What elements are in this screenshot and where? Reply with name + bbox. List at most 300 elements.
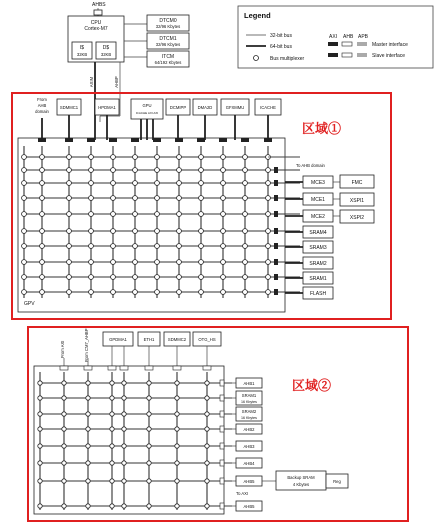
- bus-mux-node: [38, 381, 42, 385]
- bus-mux-node: [243, 260, 248, 265]
- bus-mux-node: [266, 196, 271, 201]
- bus-mux-node: [243, 244, 248, 249]
- dcache-size: 32KB: [100, 52, 112, 57]
- bus-mux-node: [177, 244, 182, 249]
- bus-mux-node: [177, 229, 182, 234]
- bus-mux-node: [155, 155, 160, 160]
- bus-mux-node: [199, 196, 204, 201]
- bus-mux-node: [86, 381, 90, 385]
- bus-mux-node: [122, 412, 126, 416]
- bus-mux-node: [177, 181, 182, 186]
- bus-mux-node: [175, 479, 179, 483]
- bus-mux-node: [205, 396, 209, 400]
- bus-mux-node: [89, 155, 94, 160]
- ahbs-label: AHBS: [92, 2, 106, 8]
- slave-port-r1: [274, 274, 278, 280]
- master-port-r2: [84, 366, 92, 370]
- bus-mux-node: [111, 229, 116, 234]
- bus-mux-node: [155, 229, 160, 234]
- ext-xspi2-label: XSPI2: [349, 215, 365, 221]
- master-port-r1: [153, 138, 161, 142]
- bus-mux-node: [221, 260, 226, 265]
- legend-apb-slave: [357, 53, 367, 57]
- slave-r2-label: AHB4: [243, 461, 255, 466]
- bus-mux-node: [177, 290, 182, 295]
- bus-mux-node: [89, 212, 94, 217]
- bus-mux-node: [155, 212, 160, 217]
- master-port-r1: [87, 138, 95, 142]
- master-otghs-label: OTG_HS: [198, 337, 216, 342]
- bus-mux-node: [133, 244, 138, 249]
- bus-mux-node: [133, 196, 138, 201]
- bus-mux-node: [133, 290, 138, 295]
- bus-mux-node: [38, 461, 42, 465]
- tcm-blocks: [124, 15, 189, 67]
- bus-mux-node: [175, 427, 179, 431]
- bus-mux-node: [221, 290, 226, 295]
- cpu-title: CPU: [90, 20, 102, 26]
- legend-col-axi: AXI: [329, 34, 338, 40]
- slave-r2-label: SRAM2: [241, 409, 257, 414]
- legend-64bit: 64-bit bus: [270, 44, 292, 50]
- bus-mux-node: [205, 412, 209, 416]
- bus-mux-node: [133, 168, 138, 173]
- bus-mux-node: [133, 181, 138, 186]
- master-port-r2: [108, 366, 116, 370]
- bus-mux-node: [40, 275, 45, 280]
- slave-port-r1: [274, 228, 278, 234]
- bus-mux-node: [175, 396, 179, 400]
- bus-mux-node: [147, 427, 151, 431]
- bus-mux-node: [266, 260, 271, 265]
- legend-axi-master: [328, 42, 338, 46]
- bus-mux-node: [62, 504, 66, 508]
- slave-label-mce2: MCE2: [311, 214, 325, 220]
- backup-sram-box: [276, 471, 326, 490]
- bus-mux-node: [175, 504, 179, 508]
- dtcm0-size: 32/96 Kbytes: [155, 24, 181, 29]
- bus-mux-node: [110, 381, 114, 385]
- bus-mux-node: [221, 229, 226, 234]
- bus-mux-node: [86, 504, 90, 508]
- legend-mux: Bus multiplexer: [270, 56, 305, 62]
- bus-mux-node: [205, 381, 209, 385]
- legend-ahb-master: [342, 42, 352, 46]
- slave-port-r1: [274, 243, 278, 249]
- bus-mux-node: [266, 275, 271, 280]
- master-port-r2: [173, 366, 181, 370]
- bus-mux-node: [40, 260, 45, 265]
- bus-mux-node: [155, 244, 160, 249]
- slave-r2-label: AHB3: [243, 444, 255, 449]
- bus-mux-node: [122, 444, 126, 448]
- bus-mux-node: [62, 427, 66, 431]
- slave-port-r1: [274, 289, 278, 295]
- bus-mux-node: [266, 229, 271, 234]
- bus-mux-node: [22, 275, 27, 280]
- bus-mux-node: [122, 461, 126, 465]
- region2-matrix: [34, 346, 232, 514]
- bus-mux-node: [86, 444, 90, 448]
- master-port-r2: [203, 366, 211, 370]
- slave-label-sram4: SRAM4: [309, 230, 327, 236]
- bus-mux-node: [205, 427, 209, 431]
- dtcm1-size: 32/96 Kbytes: [155, 42, 181, 47]
- bus-mux-node: [221, 168, 226, 173]
- bus-mux-node: [199, 290, 204, 295]
- slave-label-mce1: MCE1: [311, 197, 325, 203]
- master-port-r1: [219, 138, 227, 142]
- legend-mux-icon: [254, 56, 259, 61]
- bus-mux-node: [177, 168, 182, 173]
- bus-mux-node: [67, 290, 72, 295]
- slave-label-sram2: SRAM2: [309, 261, 327, 267]
- bus-mux-node: [177, 155, 182, 160]
- master-dma2d-label: DMA2D: [197, 105, 213, 110]
- bus-mux-node: [147, 479, 151, 483]
- axim-label: AXIM: [89, 76, 94, 88]
- bus-mux-node: [38, 427, 42, 431]
- bus-mux-node: [175, 381, 179, 385]
- from-ahb-label-1: From: [37, 97, 47, 102]
- bus-mux-node: [38, 504, 42, 508]
- bus-mux-node: [22, 196, 27, 201]
- bus-mux-node: [38, 444, 42, 448]
- bus-mux-node: [111, 168, 116, 173]
- bus-mux-node: [175, 444, 179, 448]
- bus-mux-node: [67, 168, 72, 173]
- bus-mux-node: [110, 412, 114, 416]
- bus-mux-node: [147, 461, 151, 465]
- bus-mux-node: [199, 168, 204, 173]
- slave-r2-label: AHB2: [243, 427, 255, 432]
- bus-mux-node: [199, 212, 204, 217]
- ahbs-port: [94, 10, 102, 15]
- bus-mux-node: [266, 212, 271, 217]
- bus-mux-node: [147, 412, 151, 416]
- to-ahb-label: To AHB domain: [296, 163, 325, 168]
- bus-mux-node: [22, 212, 27, 217]
- bus-mux-node: [221, 212, 226, 217]
- bus-mux-node: [221, 155, 226, 160]
- master-gpu: [131, 99, 163, 119]
- ext-fmc-label: FMC: [351, 180, 363, 186]
- slave-port-r2: [220, 503, 224, 509]
- bus-mux-node: [89, 260, 94, 265]
- bus-mux-node: [133, 260, 138, 265]
- bus-mux-node: [111, 260, 116, 265]
- bus-mux-node: [221, 196, 226, 201]
- bus-mux-node: [147, 396, 151, 400]
- bus-mux-node: [243, 229, 248, 234]
- bus-mux-node: [133, 212, 138, 217]
- bus-mux-node: [122, 396, 126, 400]
- slave-label-sram3: SRAM3: [309, 245, 327, 251]
- bus-mux-node: [243, 290, 248, 295]
- bus-mux-node: [110, 444, 114, 448]
- bus-mux-node: [110, 479, 114, 483]
- bus-mux-node: [205, 461, 209, 465]
- bus-mux-node: [177, 196, 182, 201]
- bus-mux-node: [175, 412, 179, 416]
- bus-mux-node: [86, 479, 90, 483]
- bus-mux-node: [86, 427, 90, 431]
- master-sdmmc2-label: SDMMC2: [167, 337, 187, 342]
- bus-mux-node: [199, 260, 204, 265]
- bus-mux-node: [111, 290, 116, 295]
- bus-mux-node: [133, 275, 138, 280]
- master-eth1-label: ETH1: [143, 337, 155, 342]
- bus-mux-node: [243, 212, 248, 217]
- bus-mux-node: [67, 244, 72, 249]
- from-cpu-label: From CM7_AHBP: [84, 328, 89, 362]
- bus-mux-node: [266, 244, 271, 249]
- bus-mux-node: [111, 275, 116, 280]
- bus-mux-node: [89, 181, 94, 186]
- bus-mux-node: [40, 168, 45, 173]
- bus-mux-node: [147, 381, 151, 385]
- bus-mux-node: [111, 244, 116, 249]
- slave-port-r2: [220, 460, 224, 466]
- bus-mux-node: [205, 479, 209, 483]
- slave-r2-size: 16 Kbytes: [241, 400, 257, 404]
- bus-mux-node: [111, 196, 116, 201]
- bus-mux-node: [40, 155, 45, 160]
- bus-mux-node: [155, 290, 160, 295]
- bus-mux-node: [62, 396, 66, 400]
- master-hpdma1-label: HPDMA1: [98, 105, 116, 110]
- bus-mux-node: [40, 212, 45, 217]
- legend-slave: Slave interface: [372, 53, 406, 59]
- bus-mux-node: [86, 396, 90, 400]
- master-sdmmc1-label: SDMMC1: [59, 105, 79, 110]
- bus-mux-node: [62, 461, 66, 465]
- bus-mux-node: [199, 229, 204, 234]
- slave-label-flash: FLASH: [309, 291, 327, 297]
- bus-mux-node: [133, 155, 138, 160]
- bus-mux-node: [89, 275, 94, 280]
- legend-axi-slave: [328, 53, 338, 57]
- bus-mux-node: [199, 155, 204, 160]
- bus-mux-node: [40, 196, 45, 201]
- bus-mux-node: [62, 479, 66, 483]
- bus-mux-node: [89, 196, 94, 201]
- master-port-r1: [131, 138, 139, 142]
- master-port-r2: [120, 366, 128, 370]
- bus-mux-node: [22, 290, 27, 295]
- bus-mux-node: [199, 275, 204, 280]
- bus-mux-node: [155, 168, 160, 173]
- slave-r2-label: AHB5: [243, 504, 255, 509]
- legend-32bit: 32-bit bus: [270, 33, 292, 39]
- bus-mux-node: [40, 290, 45, 295]
- legend: [238, 6, 433, 68]
- bus-mux-node: [110, 427, 114, 431]
- bus-mux-node: [133, 229, 138, 234]
- master-port-r2: [60, 366, 68, 370]
- slave-port-r1: [274, 259, 278, 265]
- legend-col-apb: APB: [358, 34, 369, 40]
- master-port-r1: [264, 138, 272, 142]
- slave-label-sram1: SRAM1: [309, 276, 327, 282]
- master-port-r1: [65, 138, 73, 142]
- slave-port-r2: [220, 478, 224, 484]
- bus-mux-node: [89, 290, 94, 295]
- bus-mux-node: [147, 504, 151, 508]
- bus-mux-node: [111, 155, 116, 160]
- bus-mux-node: [22, 260, 27, 265]
- bus-mux-node: [221, 244, 226, 249]
- cpu-subtitle: Cortex-M7: [84, 26, 108, 32]
- bus-mux-node: [110, 396, 114, 400]
- slave-r2-size: 16 Kbytes: [241, 416, 257, 420]
- bus-mux-node: [243, 168, 248, 173]
- dcache-name: D$: [102, 45, 110, 51]
- bus-mux-node: [221, 275, 226, 280]
- reg-label: Reg: [333, 479, 341, 484]
- bus-mux-node: [67, 260, 72, 265]
- bus-mux-node: [67, 275, 72, 280]
- from-axi-label: From AXI: [60, 340, 65, 358]
- master-gpu-ports: ICACHE AXI AXI: [135, 111, 159, 115]
- bus-mux-node: [266, 181, 271, 186]
- to-axi-label: To AXI: [236, 491, 249, 496]
- bus-mux-node: [62, 412, 66, 416]
- bus-mux-node: [40, 229, 45, 234]
- master-port-r1: [109, 138, 117, 142]
- master-port-r1: [197, 138, 205, 142]
- icache-size: 32KB: [76, 52, 88, 57]
- bus-mux-node: [122, 504, 126, 508]
- master-gfxmmu-label: GFXMMU: [225, 105, 245, 110]
- bus-mux-node: [122, 381, 126, 385]
- bus-mux-node: [40, 181, 45, 186]
- bus-mux-node: [22, 244, 27, 249]
- slave-r2-ahb5-label: AHB5: [243, 479, 255, 484]
- legend-master: Master interface: [372, 42, 408, 48]
- bus-mux-node: [22, 168, 27, 173]
- master-port-r1: [38, 138, 46, 142]
- bus-mux-node: [40, 244, 45, 249]
- region2-matrix-frame: [34, 366, 224, 514]
- itcm-name: ITCM: [161, 54, 175, 60]
- slave-port-r1: [274, 167, 278, 173]
- ext-xspi1-label: XSPI1: [349, 198, 365, 204]
- slave-port-r1: [274, 211, 278, 217]
- bus-mux-node: [199, 244, 204, 249]
- bus-mux-node: [67, 229, 72, 234]
- bus-mux-node: [243, 196, 248, 201]
- bus-mux-node: [266, 168, 271, 173]
- bus-mux-node: [38, 412, 42, 416]
- itcm-size: 64/192 Kbytes: [154, 60, 182, 65]
- bus-mux-node: [67, 212, 72, 217]
- bus-mux-node: [22, 181, 27, 186]
- slave-r2-label: SRAM1: [241, 393, 257, 398]
- master-icache-label: ICACHE: [260, 105, 276, 110]
- bus-mux-node: [110, 504, 114, 508]
- bus-mux-node: [22, 229, 27, 234]
- bus-mux-node: [122, 479, 126, 483]
- bus-mux-node: [111, 181, 116, 186]
- bus-mux-node: [89, 244, 94, 249]
- master-port-r1: [175, 138, 183, 142]
- legend-title: Legend: [244, 11, 271, 20]
- bus-mux-node: [205, 444, 209, 448]
- ahbp-label: AHBP: [114, 76, 119, 88]
- bus-mux-node: [175, 461, 179, 465]
- region2-label: 区域②: [292, 378, 332, 393]
- region1-label: 区域①: [302, 121, 342, 136]
- bus-mux-node: [110, 461, 114, 465]
- dtcm1-name: DTCM1: [159, 36, 177, 42]
- legend-ahb-slave: [342, 53, 352, 57]
- legend-col-ahb: AHB: [343, 34, 354, 40]
- bus-mux-node: [177, 275, 182, 280]
- dtcm0-name: DTCM0: [159, 18, 177, 24]
- bus-mux-node: [243, 275, 248, 280]
- bus-mux-node: [266, 290, 271, 295]
- bus-mux-node: [243, 155, 248, 160]
- master-gpdma1-label: GPDMA1: [109, 337, 127, 342]
- bus-mux-node: [155, 196, 160, 201]
- bus-mux-node: [62, 381, 66, 385]
- from-ahb-label-2: AHB: [37, 103, 47, 108]
- bus-mux-node: [243, 181, 248, 186]
- bus-mux-node: [221, 181, 226, 186]
- bus-mux-node: [147, 444, 151, 448]
- region1-matrix: [18, 115, 300, 312]
- bus-mux-node: [122, 427, 126, 431]
- bus-mux-node: [89, 168, 94, 173]
- bus-mux-node: [111, 212, 116, 217]
- bus-mux-node: [67, 181, 72, 186]
- slave-port-r2: [220, 380, 224, 386]
- bus-mux-node: [86, 412, 90, 416]
- bus-mux-node: [177, 260, 182, 265]
- slave-port-r1: [274, 195, 278, 201]
- slave-port-r2: [220, 395, 224, 401]
- master-gpu-label: GPU: [142, 103, 152, 108]
- bus-mux-node: [22, 155, 27, 160]
- master-port-r2: [145, 366, 153, 370]
- bus-mux-node: [38, 479, 42, 483]
- legend-apb-master: [357, 42, 367, 46]
- bus-mux-node: [155, 275, 160, 280]
- bus-mux-node: [86, 461, 90, 465]
- slave-port-r2: [220, 411, 224, 417]
- region2-masters: [60, 328, 221, 362]
- slave-port-r1: [274, 180, 278, 186]
- bus-mux-node: [62, 444, 66, 448]
- master-port-r1: [241, 138, 249, 142]
- bus-mux-node: [67, 196, 72, 201]
- region1-masters: [35, 97, 281, 119]
- bus-mux-node: [67, 155, 72, 160]
- bus-mux-node: [89, 229, 94, 234]
- backup-sram-label: Backup SRAM: [287, 475, 315, 480]
- bus-mux-node: [155, 260, 160, 265]
- bus-mux-node: [177, 212, 182, 217]
- master-dcmipp-label: DCMIPP: [169, 105, 187, 110]
- slave-label-mce3: MCE3: [311, 180, 325, 186]
- icache-name: I$: [79, 45, 85, 51]
- bus-mux-node: [155, 181, 160, 186]
- bus-mux-node: [205, 504, 209, 508]
- slave-port-r2: [220, 443, 224, 449]
- gpv-label: GPV: [24, 301, 35, 307]
- bus-mux-node: [38, 396, 42, 400]
